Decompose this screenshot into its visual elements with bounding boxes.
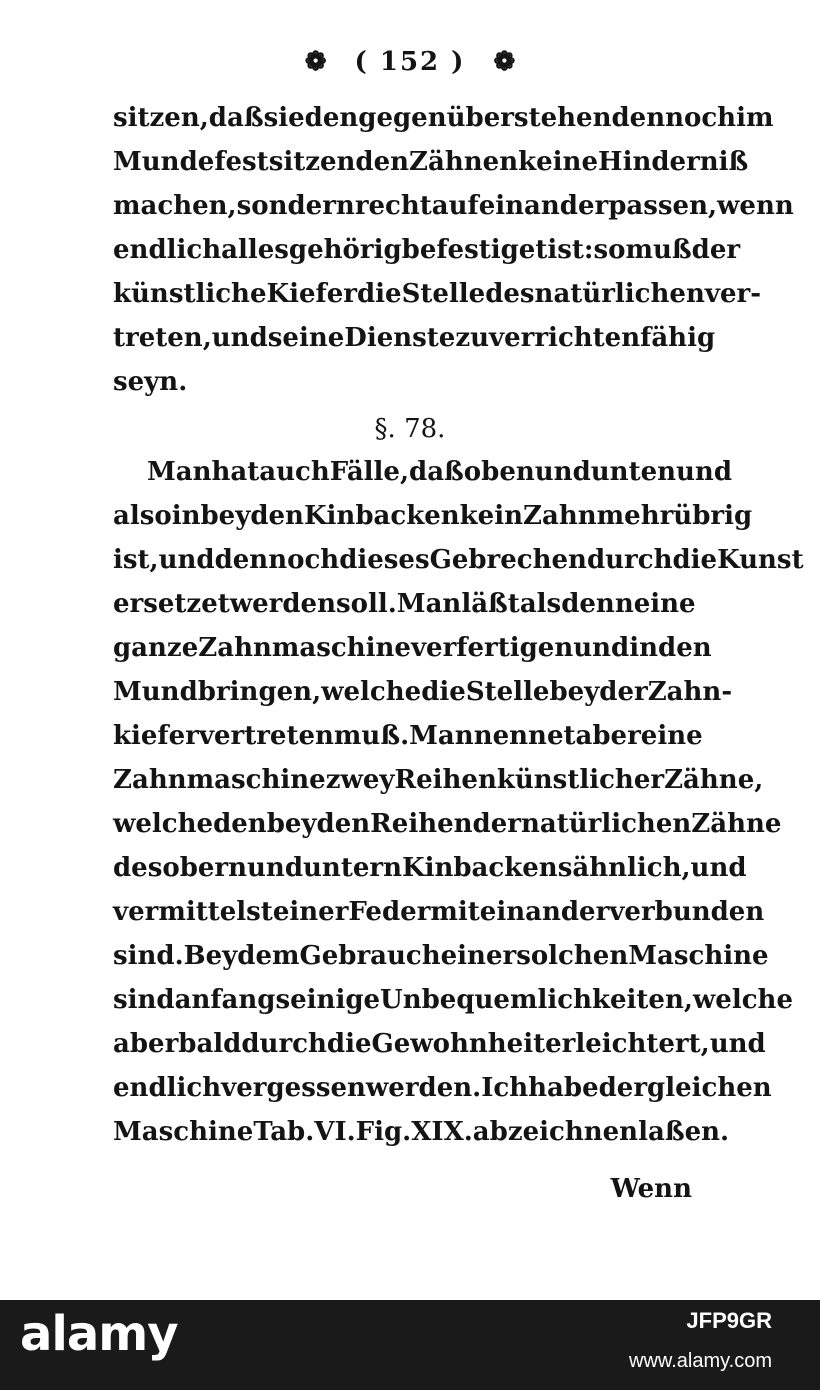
text-line: ganze Zahnmaschine verfertigen und in den xyxy=(113,633,712,663)
catchword: Wenn xyxy=(610,1174,692,1204)
text-line: ist, und dennoch dieses Gebrechen durch die Kunst xyxy=(113,545,804,575)
text-line: des obern und untern Kinbackens ähnlich, und xyxy=(113,853,747,883)
text-line: machen, sondern recht auf einander passen, wenn xyxy=(113,191,794,221)
flower-ornament-right-icon: ❁ xyxy=(493,47,516,77)
alamy-logo: alamy xyxy=(20,1306,178,1362)
text-line: endlich vergessen werden. Ich habe dergleichen xyxy=(113,1073,772,1103)
text-line: ersetzet werden soll. Man läßt alsdenn eine xyxy=(113,589,696,619)
text-line: also in beyden Kinbacken kein Zahn mehr übrig xyxy=(113,501,753,531)
text-line: kiefer vertreten muß. Man nennet aber eine xyxy=(113,721,703,751)
text-line: vermittelst einer Feder mit einander verbunden xyxy=(113,897,765,927)
watermark-banner xyxy=(0,1300,820,1390)
page-header xyxy=(0,40,820,84)
text-line: Man hat auch Fälle, daß oben und unten und xyxy=(147,457,733,487)
image-id: JFP9GR xyxy=(686,1308,772,1333)
text-line: Munde fest sitzenden Zähnen keine Hinderniß xyxy=(113,147,749,177)
text-line: treten, und seine Dienste zu verrichten fähig xyxy=(113,323,716,353)
site-url: www.alamy.com xyxy=(629,1350,772,1372)
text-line: künstliche Kiefer die Stelle des natürlichen ver- xyxy=(113,279,761,309)
page-number: ( 152 ) xyxy=(354,47,466,77)
flower-ornament-left-icon: ❁ xyxy=(304,47,327,77)
text-line: sind. Bey dem Gebrauch einer solchen Maschine xyxy=(113,941,769,971)
text-line: Mund bringen, welche die Stelle beyder Zahn- xyxy=(113,677,733,707)
text-line: seyn. xyxy=(113,367,188,397)
text-line: Maschine Tab. VI. Fig. XIX. abzeichnen laßen. xyxy=(113,1117,730,1147)
text-line: sind anfangs einige Unbequemlichkeiten, welche xyxy=(113,985,793,1015)
text-line: Zahnmaschine zwey Reihen künstlicher Zähne, xyxy=(113,765,764,795)
text-line: aber bald durch die Gewohnheit erleichtert, und xyxy=(113,1029,766,1059)
text-line: sitzen, daß sie den gegenüberstehenden noch im xyxy=(113,103,774,133)
text-line: welche den beyden Reihen der natürlichen Zähne xyxy=(113,809,782,839)
section-heading: §. 78. xyxy=(374,414,446,444)
text-line: endlich alles gehörig befestiget ist: so muß der xyxy=(113,235,741,265)
